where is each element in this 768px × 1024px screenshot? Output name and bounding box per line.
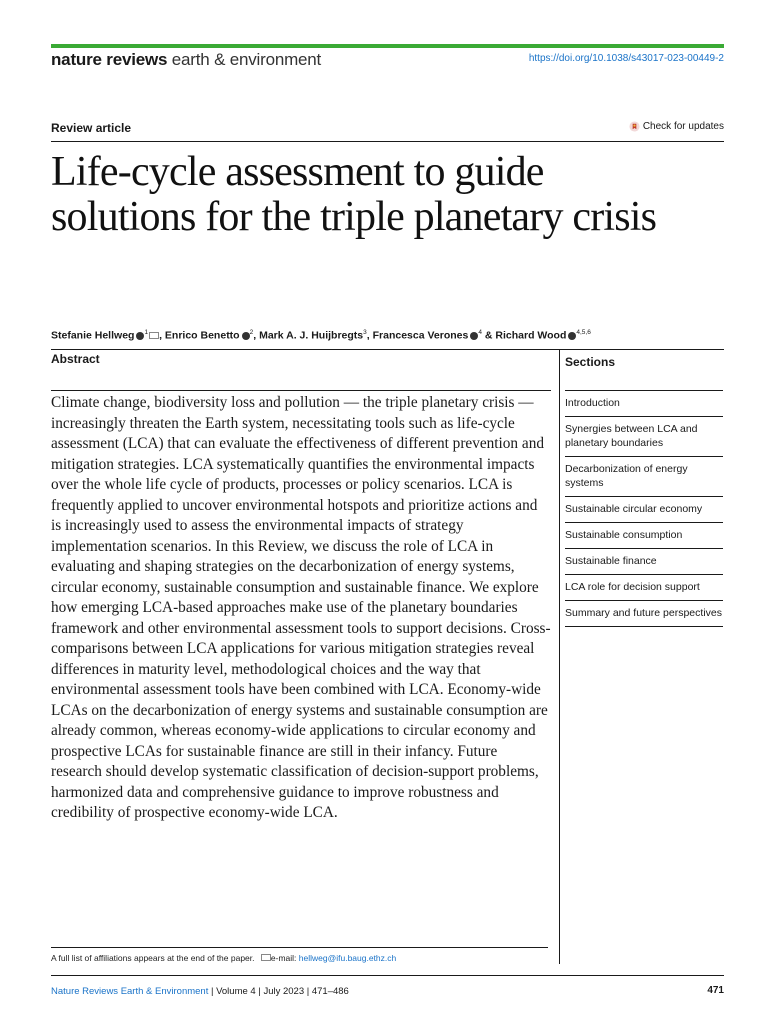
doi-link[interactable]: https://doi.org/10.1038/s43017-023-00449-2 xyxy=(528,53,724,64)
orcid-icon[interactable] xyxy=(242,332,250,340)
footer-journal-link[interactable]: Nature Reviews Earth & Environment xyxy=(51,986,209,997)
author-name: Mark A. J. Huijbregts xyxy=(259,329,364,342)
check-for-updates-button[interactable] xyxy=(629,121,724,132)
footer-details: | Volume 4 | July 2023 | 471–486 xyxy=(210,986,349,997)
author-list: Stefanie Hellweg $^1$ , Enrico Benetto $^2$, Mark A. J. Huijbregts$^3$, Francesca Verones $^4$ & Richard Wood $^{4,5,6}$ xyxy=(51,329,591,342)
article-type-label: Review article xyxy=(51,121,132,135)
footer-citation xyxy=(51,986,349,997)
authors-rule xyxy=(51,349,724,350)
footnote-rule xyxy=(51,947,548,948)
section-link-decision-support[interactable]: LCA role for decision support xyxy=(565,575,723,601)
author-name: Stefanie Hellweg xyxy=(51,329,135,342)
footer-rule xyxy=(51,975,724,976)
column-divider xyxy=(559,350,560,964)
author-affiliation: 4,5,6 xyxy=(576,329,591,336)
journal-name-bold: nature reviews xyxy=(51,50,168,69)
section-link-finance[interactable]: Sustainable finance xyxy=(565,549,723,575)
abstract-text: Climate change, biodiversity loss and pollution — the triple planetary crisis — increasingly threaten the Earth system, necessitating tools such as life-cycle assessment (LCA) that can evaluate the effectiveness of different prevention and mitigation strategies. LCA systematically quantifies the environmental impacts over the whole life cycle of products, processes or policy scenarios. LCA is frequently applied to uncover environmental hotspots and prioritize actions and is increasingly used to assess the environmental impacts of strategy implementation scenarios. In this Review, we discuss the role of LCA in evaluating and shaping strategies on the decarbonization of energy systems, circular economy, sustainable consumption and sustainable finance. We explore how emerging LCA-based approaches make use of the planetary boundaries framework and other environmental assessment tools to support decisions. Cross-comparisons between LCA applications for various mitigation strategies reveal differences in maturity level, methodological choices and the way that environmental assessment tools have been combined with LCA. Economy-wide LCAs on the decarbonization of energy systems and sustainable consumption are already common, whereas economy-wide applications to circular economy and prospective LCAs for sustainable finance are still in their infancy. Future research should develop systematic classification of decision-support problems, harmonized data and comprehensive guidance to improve robustness and credibility of prospective economy-wide LCA. xyxy=(51,394,551,821)
page-number: 471 xyxy=(707,985,724,996)
author-name: Francesca Verones xyxy=(372,329,469,342)
header-rule xyxy=(51,141,724,142)
author-name: Enrico Benetto xyxy=(164,329,240,342)
abstract-rule xyxy=(51,390,551,391)
author-affiliation: 3 xyxy=(363,329,367,336)
author-affiliation: 2 xyxy=(249,329,254,336)
section-link-introduction[interactable]: Introduction xyxy=(565,391,723,417)
email-link[interactable]: hellweg@ifu.baug.ethz.ch xyxy=(298,953,397,963)
author-affiliation: 4 xyxy=(478,329,482,336)
section-link-circular-economy[interactable]: Sustainable circular economy xyxy=(565,497,723,523)
affiliations-note: A full list of affiliations appears at the end of the paper. xyxy=(51,953,255,963)
abstract-heading: Abstract xyxy=(51,352,100,366)
section-link-consumption[interactable]: Sustainable consumption xyxy=(565,523,723,549)
journal-name xyxy=(51,50,321,70)
email-icon[interactable] xyxy=(149,332,159,339)
article-title: Life-cycle assessment to guide solutions for the triple planetary crisis xyxy=(51,149,657,240)
header-accent-bar xyxy=(51,44,724,48)
sections-nav xyxy=(565,390,723,627)
check-updates-icon xyxy=(629,121,640,132)
email-icon xyxy=(261,954,271,961)
sections-heading: Sections xyxy=(565,355,616,369)
author-name: Richard Wood xyxy=(495,329,567,342)
section-link-decarbonization[interactable]: Decarbonization of energy systems xyxy=(565,457,723,497)
journal-name-light: earth & environment xyxy=(171,50,322,69)
check-updates-label: Check for updates xyxy=(642,121,724,132)
author-affiliation: 1 xyxy=(144,329,149,336)
section-link-summary[interactable]: Summary and future perspectives xyxy=(565,601,723,627)
section-link-synergies[interactable]: Synergies between LCA and planetary boundaries xyxy=(565,417,723,457)
email-label: e-mail: xyxy=(270,953,297,963)
footnote xyxy=(51,953,396,963)
